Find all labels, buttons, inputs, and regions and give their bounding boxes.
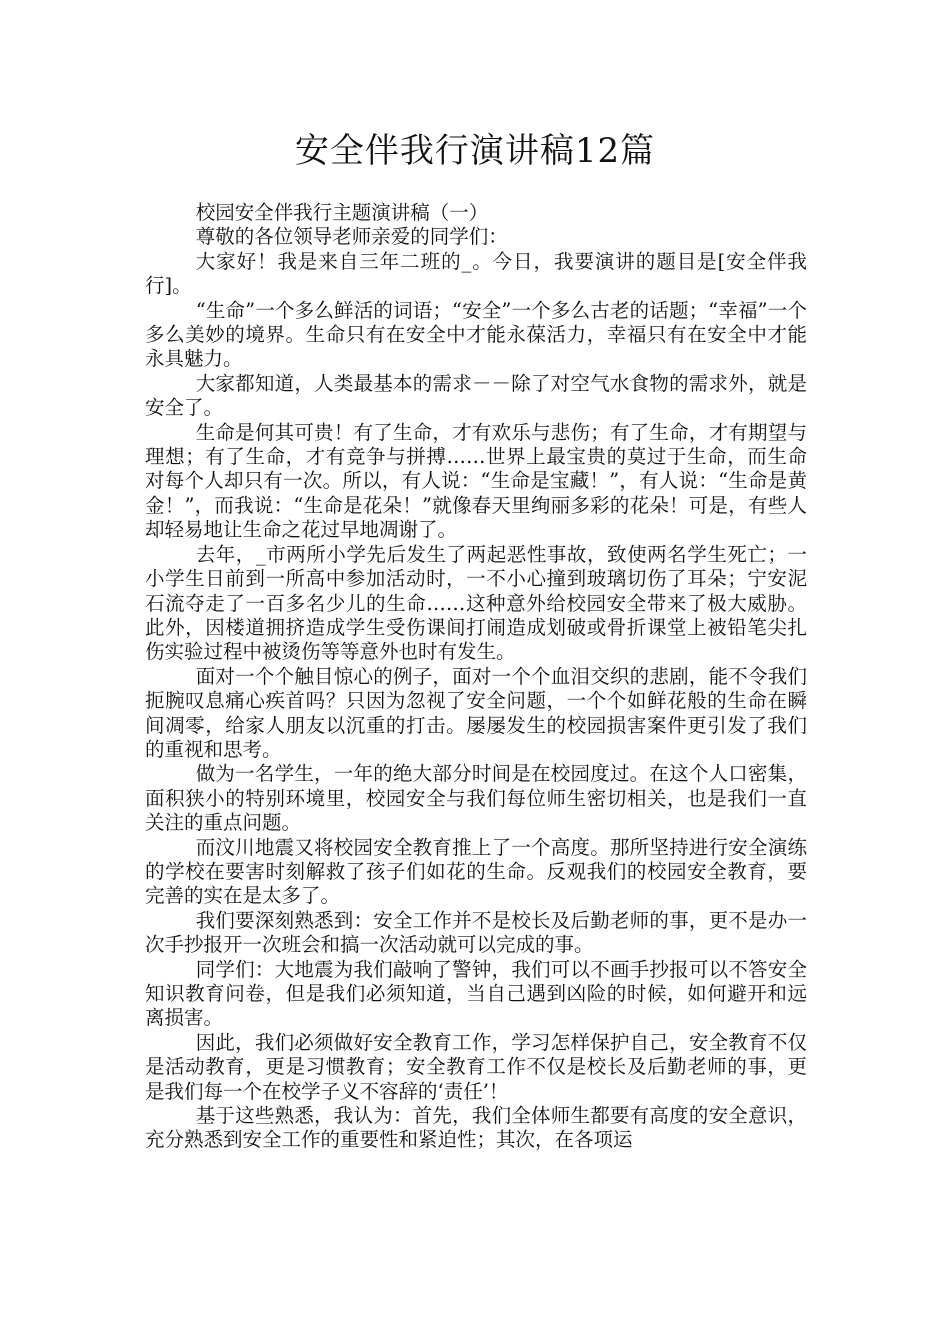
document-title: 安全伴我行演讲稿12篇: [294, 131, 656, 171]
paragraph: 我们要深刻熟悉到：安全工作并不是校长及后勤老师的事，更不是办一次手抄报开一次班会和搞一次活动就可以完成的事。: [145, 908, 807, 957]
document-body: [145, 201, 807, 1153]
paragraph: 去年，_市两所小学先后发生了两起恶性事故，致使两名学生死亡；一小学生日前到一所高中参加活动时，一不小心撞到玻璃切伤了耳朵；宁安泥石流夺走了一百多名少儿的生命……这种意外给校园安全带来了极大威胁。此外，因楼道拥挤造成学生受伤课间打闹造成划破或骨折课堂上被铅笔尖扎伤实验过程中被烫伤等等意外也时有发生。: [145, 542, 807, 664]
paragraph: 因此，我们必须做好安全教育工作，学习怎样保护自己，安全教育不仅是活动教育，更是习惯教育；安全教育工作不仅是校长及后勤老师的事，更是我们每一个在校学子义不容辞的‘责任’！: [145, 1030, 807, 1103]
paragraph: 同学们：大地震为我们敲响了警钟，我们可以不画手抄报可以不答安全知识教育问卷，但是我们必须知道，当自己遇到凶险的时候，如何避开和远离损害。: [145, 957, 807, 1030]
paragraph: 生命是何其可贵！有了生命，才有欢乐与悲伤；有了生命，才有期望与理想；有了生命，才有竞争与拼搏……世界上最宝贵的莫过于生命，而生命对每个人却只有一次。所以，有人说：“生命是宝藏！”，有人说：“生命是黄金！”，而我说：“生命是花朵！”就像春天里绚丽多彩的花朵！可是，有些人却轻易地让生命之花过早地凋谢了。: [145, 420, 807, 542]
paragraph: 做为一名学生，一年的绝大部分时间是在校园度过。在这个人口密集，面积狭小的特别环境里，校园安全与我们每位师生密切相关，也是我们一直关注的重点问题。: [145, 762, 807, 835]
paragraph: 大家好！我是来自三年二班的_。今日，我要演讲的题目是[安全伴我行]。: [145, 249, 807, 298]
paragraph-subtitle: 校园安全伴我行主题演讲稿（一）: [195, 201, 489, 224]
paragraph: “生命”一个多么鲜活的词语；“安全”一个多么古老的话题；“幸福”一个多么美妙的境界。生命只有在安全中才能永葆活力，幸福只有在安全中才能永具魅力。: [145, 298, 807, 371]
paragraph: 基于这些熟悉，我认为：首先，我们全体师生都要有高度的安全意识，充分熟悉到安全工作的重要性和紧迫性；其次，在各项运: [145, 1104, 807, 1152]
paragraph: 大家都知道，人类最基本的需求－－除了对空气水食物的需求外，就是安全了。: [145, 371, 807, 420]
paragraph: 面对一个个触目惊心的例子，面对一个个血泪交织的悲剧，能不令我们扼腕叹息痛心疾首吗？只因为忽视了安全问题，一个个如鲜花般的生命在瞬间凋零，给家人朋友以沉重的打击。屡屡发生的校园损害案件更引发了我们的重视和思考。: [145, 664, 807, 761]
paragraph-salutation: 尊敬的各位领导老师亲爱的同学们：: [195, 225, 508, 249]
paragraph: 而汶川地震又将校园安全教育推上了一个高度。那所坚持进行安全演练的学校在要害时刻解救了孩子们如花的生命。反观我们的校园安全教育，要完善的实在是太多了。: [145, 835, 807, 908]
